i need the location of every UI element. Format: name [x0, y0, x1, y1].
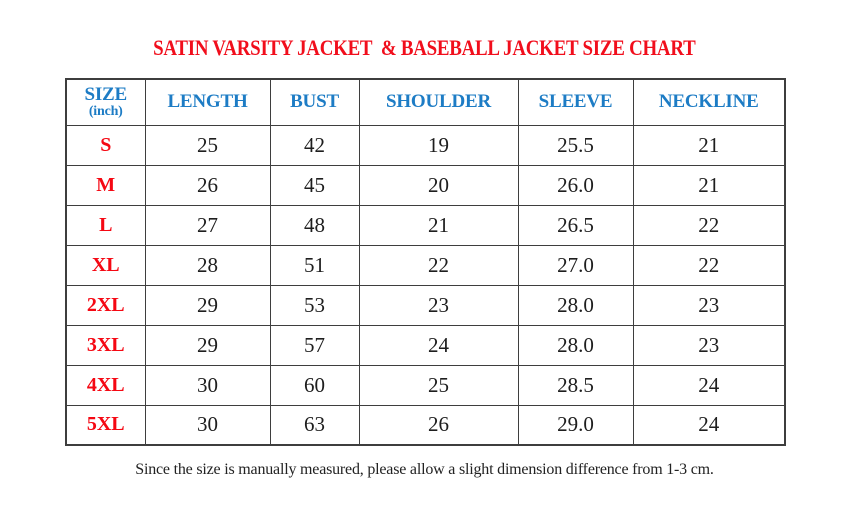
col-header-length: LENGTH: [145, 79, 270, 125]
length-cell: 27: [145, 205, 270, 245]
sleeve-cell: 26.0: [518, 165, 633, 205]
shoulder-cell: 21: [359, 205, 518, 245]
sleeve-cell: 28.5: [518, 365, 633, 405]
col-header-size: [66, 79, 145, 125]
size-cell: L: [66, 205, 145, 245]
length-cell: 26: [145, 165, 270, 205]
bust-cell: 57: [270, 325, 359, 365]
size-cell: XL: [66, 245, 145, 285]
size-chart-page: [65, 0, 784, 479]
size-cell: M: [66, 165, 145, 205]
sleeve-cell: 25.5: [518, 125, 633, 165]
shoulder-cell: 26: [359, 405, 518, 445]
table-row-3xl: [66, 325, 785, 365]
col-header-neckline: NECKLINE: [633, 79, 785, 125]
neckline-cell: 23: [633, 325, 785, 365]
table-row-4xl: [66, 365, 785, 405]
shoulder-cell: 23: [359, 285, 518, 325]
table-row-s: [66, 125, 785, 165]
measurement-disclaimer: Since the size is manually measured, please allow a slight dimension difference from 1-3 cm.: [135, 461, 714, 478]
neckline-cell: 24: [633, 405, 785, 445]
header-row: [66, 79, 785, 125]
table-row-5xl: [66, 405, 785, 445]
neckline-cell: 23: [633, 285, 785, 325]
sleeve-cell: 29.0: [518, 405, 633, 445]
bust-cell: 45: [270, 165, 359, 205]
neckline-cell: 24: [633, 365, 785, 405]
neckline-cell: 21: [633, 125, 785, 165]
bust-cell: 53: [270, 285, 359, 325]
table-row-xl: [66, 245, 785, 285]
bust-cell: 60: [270, 365, 359, 405]
size-header-label: SIZE: [84, 83, 127, 105]
shoulder-cell: 19: [359, 125, 518, 165]
length-cell: 25: [145, 125, 270, 165]
size-header-unit: (inch): [88, 103, 123, 119]
size-cell: S: [66, 125, 145, 165]
table-body: [66, 125, 785, 445]
length-cell: 29: [145, 325, 270, 365]
shoulder-cell: 20: [359, 165, 518, 205]
sleeve-cell: 26.5: [518, 205, 633, 245]
shoulder-cell: 22: [359, 245, 518, 285]
neckline-cell: 21: [633, 165, 785, 205]
shoulder-cell: 24: [359, 325, 518, 365]
table-row-2xl: [66, 285, 785, 325]
sleeve-cell: 28.0: [518, 285, 633, 325]
neckline-cell: 22: [633, 205, 785, 245]
bust-cell: 42: [270, 125, 359, 165]
size-chart-table: [65, 78, 786, 446]
sleeve-cell: 27.0: [518, 245, 633, 285]
size-cell: 2XL: [66, 285, 145, 325]
bust-cell: 51: [270, 245, 359, 285]
col-header-sleeve: SLEEVE: [518, 79, 633, 125]
length-cell: 29: [145, 285, 270, 325]
col-header-bust: BUST: [270, 79, 359, 125]
table-header: [66, 79, 785, 125]
bust-cell: 48: [270, 205, 359, 245]
size-cell: 5XL: [66, 405, 145, 445]
sleeve-cell: 28.0: [518, 325, 633, 365]
size-cell: 4XL: [66, 365, 145, 405]
shoulder-cell: 25: [359, 365, 518, 405]
length-cell: 30: [145, 405, 270, 445]
length-cell: 28: [145, 245, 270, 285]
table-row-m: [66, 165, 785, 205]
length-cell: 30: [145, 365, 270, 405]
table-row-l: [66, 205, 785, 245]
page-title: SATIN VARSITY JACKET & BASEBALL JACKET SIZE CHART: [153, 35, 696, 60]
col-header-shoulder: SHOULDER: [359, 79, 518, 125]
size-cell: 3XL: [66, 325, 145, 365]
bust-cell: 63: [270, 405, 359, 445]
neckline-cell: 22: [633, 245, 785, 285]
page-title-wrap: [65, 0, 784, 61]
